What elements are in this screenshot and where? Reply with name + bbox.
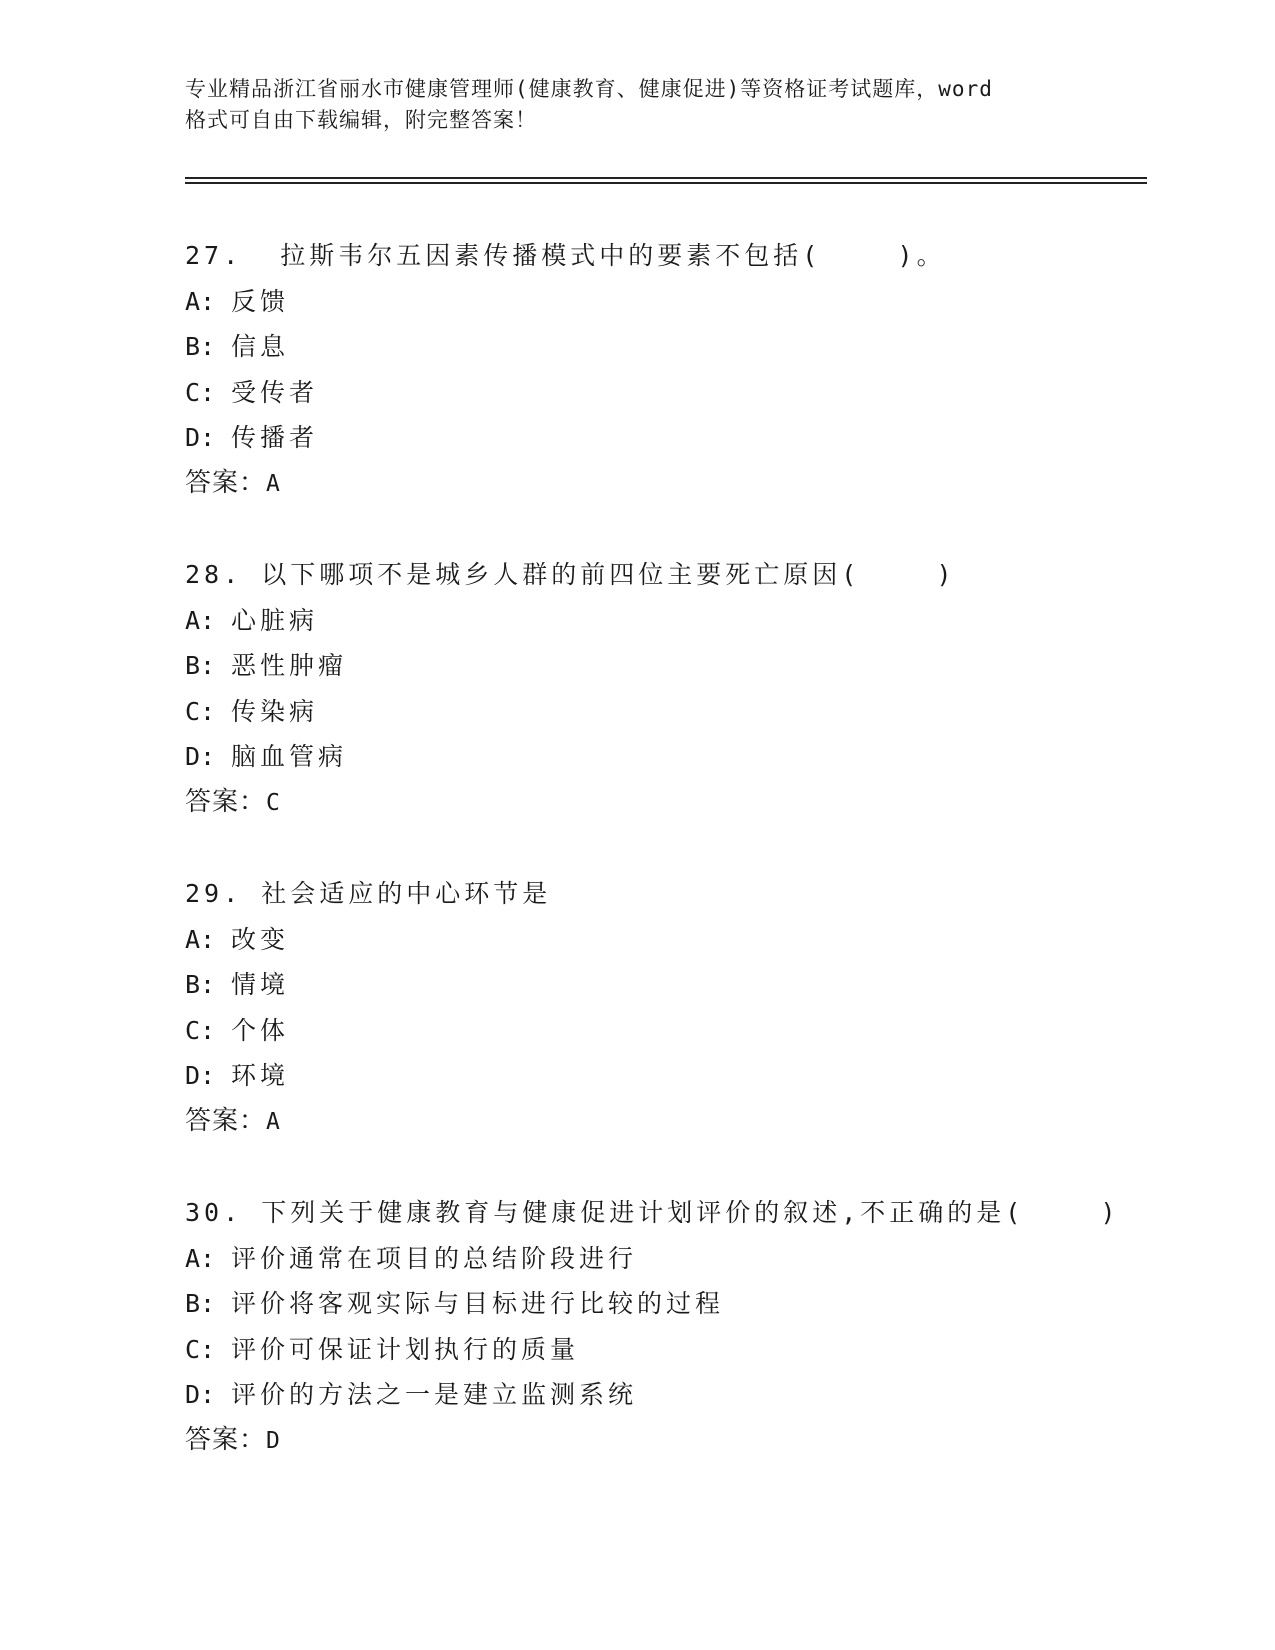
option-text: 受传者 (231, 377, 319, 407)
document-header (185, 74, 1085, 136)
option-letter: D: (185, 742, 216, 771)
header-divider-bottom (185, 182, 1147, 184)
option-d (185, 734, 1145, 780)
option-d (185, 1372, 1145, 1418)
option-letter: A: (185, 1243, 216, 1273)
option-a (185, 279, 1145, 325)
option-letter: D: (185, 1380, 216, 1409)
answer-label: 答案： (185, 786, 267, 817)
question-stem (185, 871, 1145, 917)
option-d (185, 1053, 1145, 1099)
option-letter: A: (185, 924, 216, 954)
option-text: 个体 (231, 1015, 290, 1045)
option-text: 恶性肿瘤 (231, 651, 348, 680)
option-letter: C: (185, 1015, 216, 1045)
option-text: 心脏病 (231, 605, 319, 635)
option-letter: A: (185, 286, 216, 316)
option-letter: B: (185, 332, 216, 361)
option-text: 评价可保证计划执行的质量 (231, 1334, 580, 1364)
option-text: 传染病 (231, 696, 319, 726)
option-letter: A: (185, 605, 216, 635)
option-text: 信息 (231, 332, 290, 361)
option-b (185, 643, 1145, 689)
question-number: 29. (185, 879, 243, 908)
option-a (185, 598, 1145, 644)
option-c (185, 370, 1145, 416)
question-text: 下列关于健康教育与健康促进计划评价的叙述,不正确的是( ) (242, 1198, 1120, 1227)
option-text: 情境 (231, 970, 290, 999)
header-divider-top (185, 177, 1147, 179)
answer-line (185, 780, 1145, 826)
option-c (185, 1327, 1145, 1373)
answer-value: A (266, 1108, 281, 1135)
question-stem (185, 233, 1145, 279)
option-d (185, 415, 1145, 461)
option-letter: B: (185, 651, 216, 680)
question-stem (185, 1190, 1145, 1236)
option-b (185, 324, 1145, 370)
header-line-1: 专业精品浙江省丽水市健康管理师(健康教育、健康促进)等资格证考试题库，word (185, 77, 993, 101)
question-number: 30. (185, 1198, 243, 1227)
option-text: 评价的方法之一是建立监测系统 (231, 1380, 638, 1409)
option-letter: D: (185, 423, 216, 452)
answer-value: C (266, 789, 281, 816)
option-letter: B: (185, 970, 216, 999)
option-letter: C: (185, 377, 216, 407)
question-number: 27. (185, 241, 243, 270)
question-28 (185, 552, 1145, 825)
question-number: 28. (185, 560, 243, 589)
option-text: 评价将客观实际与目标进行比较的过程 (231, 1289, 725, 1318)
option-c (185, 689, 1145, 735)
option-a (185, 917, 1145, 963)
question-30 (185, 1190, 1145, 1463)
answer-line (185, 1099, 1145, 1145)
option-letter: C: (185, 1334, 216, 1364)
option-b (185, 962, 1145, 1008)
answer-label: 答案： (185, 1424, 267, 1455)
option-letter: C: (185, 696, 216, 726)
option-text: 改变 (231, 924, 290, 954)
option-text: 传播者 (231, 423, 319, 452)
question-text: 社会适应的中心环节是 (242, 879, 552, 908)
answer-label: 答案： (185, 1105, 267, 1136)
option-text: 反馈 (231, 286, 290, 316)
answer-value: D (266, 1427, 281, 1454)
option-text: 环境 (231, 1061, 290, 1090)
answer-line (185, 1418, 1145, 1464)
option-b (185, 1281, 1145, 1327)
question-text: 拉斯韦尔五因素传播模式中的要素不包括( )。 (242, 241, 946, 270)
option-c (185, 1008, 1145, 1054)
question-27 (185, 233, 1145, 506)
header-line-2: 格式可自由下载编辑，附完整答案！ (185, 108, 537, 132)
option-a (185, 1236, 1145, 1282)
answer-value: A (266, 470, 281, 497)
question-stem (185, 552, 1145, 598)
answer-line (185, 461, 1145, 507)
option-text: 脑血管病 (231, 742, 348, 771)
answer-label: 答案： (185, 467, 267, 498)
option-text: 评价通常在项目的总结阶段进行 (231, 1243, 638, 1273)
question-text: 以下哪项不是城乡人群的前四位主要死亡原因( ) (242, 560, 956, 589)
option-letter: B: (185, 1289, 216, 1318)
option-letter: D: (185, 1061, 216, 1090)
question-29 (185, 871, 1145, 1144)
